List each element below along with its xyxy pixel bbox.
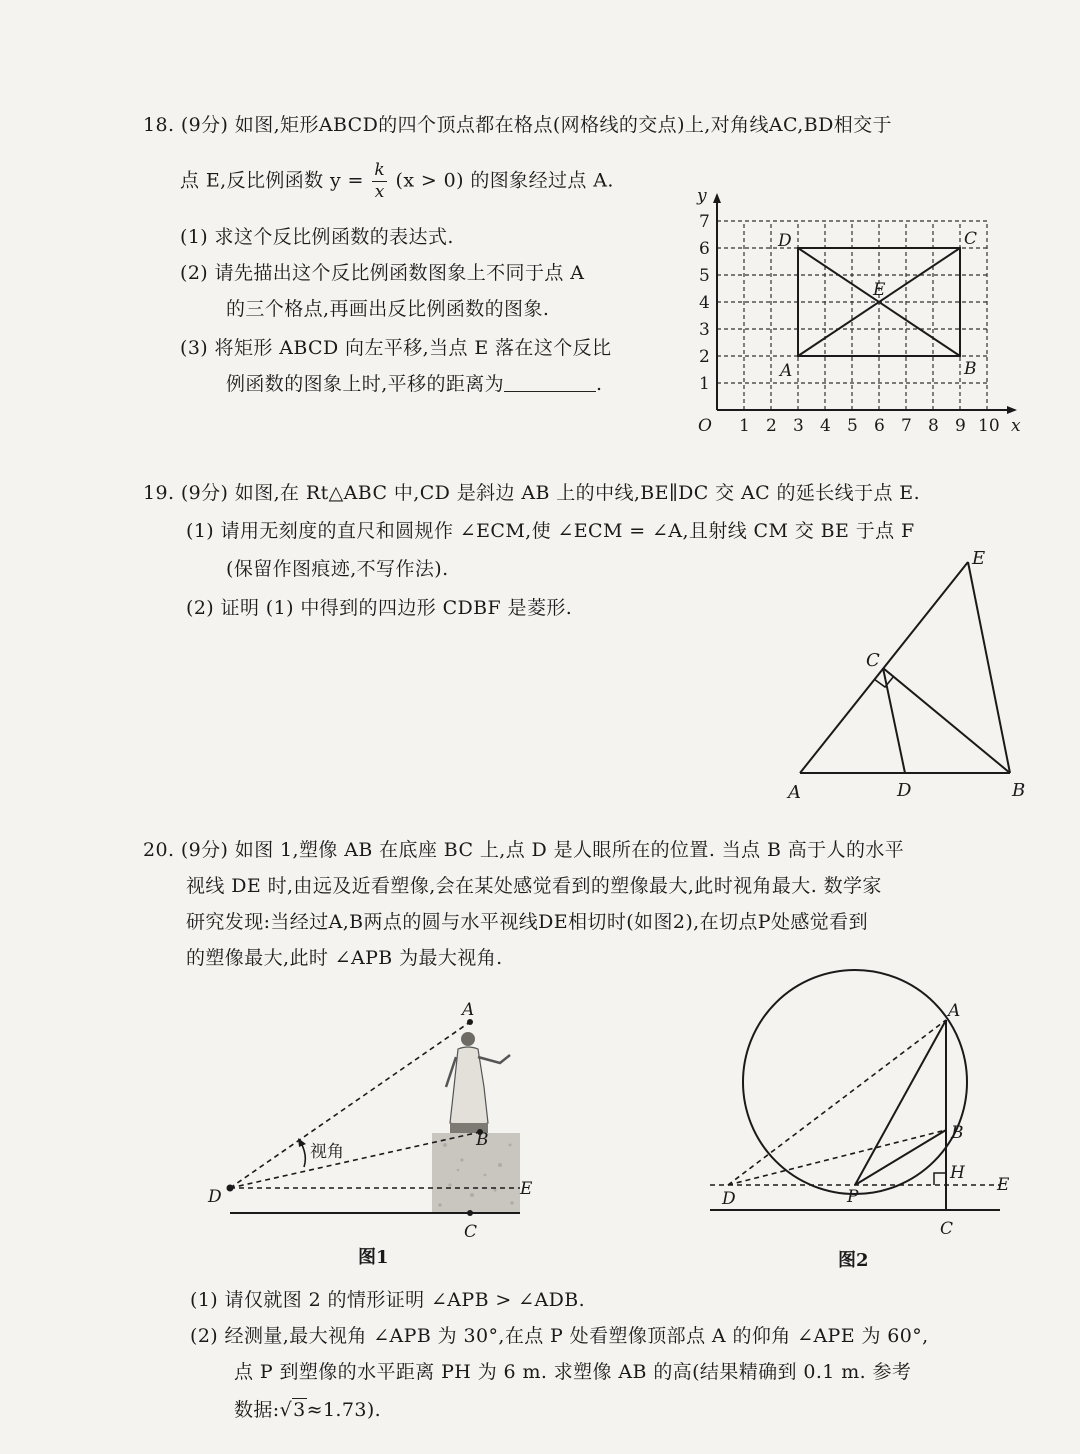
label-a: A xyxy=(788,782,801,803)
q18-part3-line2-text: 例函数的图象上时,平移的距离为 xyxy=(226,373,505,395)
origin-label: O xyxy=(698,416,712,436)
x-tick-label-1: 1 xyxy=(739,416,750,436)
segment-ae xyxy=(800,562,968,773)
y-axis-label: y xyxy=(697,186,707,206)
q20-part2-line1: (2) 经测量,最大视角 ∠APB 为 30°,在点 P 处看塑像顶部点 A 的仰角 ∠APE 为 60°, xyxy=(190,1325,929,1347)
x-axis-arrow xyxy=(1007,406,1017,414)
point-c xyxy=(467,1210,473,1216)
x-tick-label-10: 10 xyxy=(978,416,1000,436)
x-tick-label-5: 5 xyxy=(847,416,858,436)
x-tick-label-7: 7 xyxy=(901,416,912,436)
q18-fraction-denominator: x xyxy=(374,182,385,202)
point-label-c: C xyxy=(964,229,978,249)
q20-part1: (1) 请仅就图 2 的情形证明 ∠APB > ∠ADB. xyxy=(190,1289,586,1311)
q19-triangle-figure xyxy=(770,540,1040,810)
y-tick-label-6: 6 xyxy=(699,239,710,259)
q20-figure1 xyxy=(200,995,540,1275)
right-angle-mark-h xyxy=(934,1173,946,1185)
q20-stem-line4: 的塑像最大,此时 ∠APB 为最大视角. xyxy=(186,947,503,969)
q18-part2-line1: (2) 请先描出这个反比例函数图象上不同于点 A xyxy=(180,262,585,284)
q18-fraction-numerator: k xyxy=(374,160,386,180)
label-b: B xyxy=(1012,780,1026,801)
point-d xyxy=(227,1185,234,1192)
x-axis-label: x xyxy=(1011,416,1021,436)
q18-part1: (1) 求这个反比例函数的表达式. xyxy=(180,226,454,248)
x-tick-label-2: 2 xyxy=(766,416,777,436)
segment-pa xyxy=(855,1020,946,1185)
label-c: C xyxy=(866,650,880,671)
q18-part3-line2 xyxy=(226,369,603,396)
q18-fraction xyxy=(372,162,387,201)
q18-stem-line2 xyxy=(180,162,614,201)
view-angle-label: 视角 xyxy=(310,1142,344,1162)
fig2-label-d: D xyxy=(722,1189,736,1209)
q18-stem-line2-pre: 点 E,反比例函数 y = xyxy=(180,169,364,192)
x-tick-label-9: 9 xyxy=(955,416,966,436)
point-label-b: B xyxy=(964,359,977,379)
y-axis-arrow xyxy=(713,193,721,203)
y-tick-label-5: 5 xyxy=(699,266,710,286)
segment-pb xyxy=(855,1130,946,1185)
q19-stem: 19. (9分) 如图,在 Rt△ABC 中,CD 是斜边 AB 上的中线,BE∥DC 交 AC 的延长线于点 E. xyxy=(143,482,921,504)
q18-stem-line1: 18. (9分) 如图,矩形ABCD的四个顶点都在格点(网格线的交点)上,对角线AC,BD相交于 xyxy=(143,114,892,136)
x-tick-label-6: 6 xyxy=(874,416,885,436)
q18-part3-end: . xyxy=(596,373,603,395)
line-da xyxy=(728,1020,946,1185)
point-label-e: E xyxy=(873,280,886,300)
q20-part2-line2: 点 P 到塑像的水平距离 PH 为 6 m. 求塑像 AB 的高(结果精确到 0.1 m. 参考 xyxy=(234,1361,912,1383)
sqrt-argument: 3 xyxy=(293,1399,306,1421)
segment-be xyxy=(968,562,1010,773)
q20-part2-line3: 数据:√3≈1.73). xyxy=(234,1399,382,1421)
q18-part3-line1: (3) 将矩形 ABCD 向左平移,当点 E 落在这个反比 xyxy=(180,337,612,359)
q18-stem-line2-post: (x > 0) 的图象经过点 A. xyxy=(395,169,614,192)
q20-part2-line3-post: ≈1.73). xyxy=(306,1399,382,1421)
q18-answer-blank xyxy=(504,373,596,392)
q18-part2-line2: 的三个格点,再画出反比例函数的图象. xyxy=(226,298,550,320)
fig2-label-h: H xyxy=(950,1163,965,1183)
fig1-caption: 图1 xyxy=(358,1247,389,1268)
fig2-caption: 图2 xyxy=(838,1250,869,1271)
label-e: E xyxy=(972,548,986,569)
q20-stem-line1: 20. (9分) 如图 1,塑像 AB 在底座 BC 上,点 D 是人眼所在的位置. 当点 B 高于人的水平 xyxy=(143,839,905,861)
q20-stem-line2: 视线 DE 时,由远及近看塑像,会在某处感觉看到的塑像最大,此时视角最大. 数学家 xyxy=(186,875,882,897)
y-tick-label-2: 2 xyxy=(699,347,710,367)
fig2-label-e: E xyxy=(997,1175,1010,1195)
tangent-circle xyxy=(743,970,967,1194)
q19-part1-line1: (1) 请用无刻度的直尺和圆规作 ∠ECM,使 ∠ECM = ∠A,且射线 CM 交 BE 于点 F xyxy=(186,520,915,542)
q20-figure2 xyxy=(700,970,1030,1270)
y-tick-label-1: 1 xyxy=(699,374,710,394)
y-tick-label-4: 4 xyxy=(699,293,710,313)
fig2-label-a: A xyxy=(948,1001,961,1021)
grid-axes xyxy=(713,193,1017,414)
x-tick-label-3: 3 xyxy=(793,416,804,436)
statue-figure xyxy=(446,1032,510,1133)
point-label-a: A xyxy=(780,361,793,381)
fig1-label-a: A xyxy=(462,1000,475,1020)
y-tick-label-3: 3 xyxy=(699,320,710,340)
x-tick-label-8: 8 xyxy=(928,416,939,436)
grid-dashed-lines xyxy=(717,221,987,410)
q19-part1-line2: (保留作图痕迹,不写作法). xyxy=(226,558,449,580)
fig2-label-b: B xyxy=(951,1123,964,1143)
fig2-label-c: C xyxy=(940,1219,954,1239)
q18-coordinate-grid xyxy=(690,178,1035,438)
fig1-label-e: E xyxy=(520,1179,533,1199)
fig1-label-c: C xyxy=(464,1222,478,1242)
q20-stem-line3: 研究发现:当经过A,B两点的圆与水平视线DE相切时(如图2),在切点P处感觉看到 xyxy=(186,911,868,933)
q20-part2-line3-pre: 数据: xyxy=(234,1399,280,1421)
x-tick-label-4: 4 xyxy=(820,416,831,436)
label-d: D xyxy=(897,780,912,801)
y-tick-label-7: 7 xyxy=(699,212,710,232)
q19-part2: (2) 证明 (1) 中得到的四边形 CDBF 是菱形. xyxy=(186,597,573,619)
point-label-d: D xyxy=(778,231,792,251)
view-angle-arrowhead xyxy=(298,1138,306,1147)
fig1-label-b: B xyxy=(476,1130,489,1150)
fig1-label-d: D xyxy=(208,1187,222,1207)
fig2-label-p: P xyxy=(847,1187,859,1207)
grid-labels xyxy=(696,186,1021,436)
